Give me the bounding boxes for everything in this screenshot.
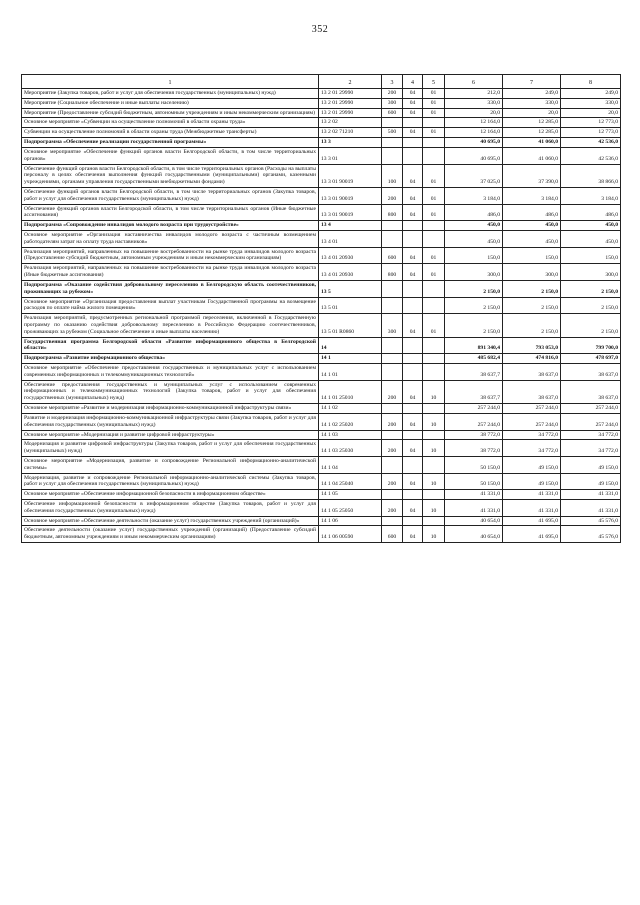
table-row bbox=[22, 147, 621, 164]
row-section bbox=[403, 516, 423, 526]
row-amount-col7: 12 285,0 bbox=[503, 118, 561, 128]
row-expense-type bbox=[382, 231, 403, 248]
row-expense-type: 200 bbox=[382, 380, 403, 403]
row-code: 14 1 05 25050 bbox=[319, 500, 382, 517]
row-name: Подпрограмма «Обеспечение реализации государственной программы» bbox=[22, 138, 319, 148]
row-subsection: 01 bbox=[423, 89, 445, 99]
header-col-2: 2 bbox=[319, 75, 382, 89]
table-row bbox=[22, 337, 621, 354]
row-amount-col7: 249,0 bbox=[503, 89, 561, 99]
row-expense-type bbox=[382, 456, 403, 473]
row-subsection: 01 bbox=[423, 164, 445, 187]
row-expense-type bbox=[382, 337, 403, 354]
row-amount-col8: 45 576,0 bbox=[561, 516, 621, 526]
row-amount-col8: 12 773,0 bbox=[561, 118, 621, 128]
row-section bbox=[403, 354, 423, 364]
row-amount-col7: 38 637,0 bbox=[503, 380, 561, 403]
row-name: Основное мероприятие «Обеспечение функций органов власти Белгородской области, в том числе территориальных органов» bbox=[22, 147, 319, 164]
table-row bbox=[22, 456, 621, 473]
table-row bbox=[22, 490, 621, 500]
row-section bbox=[403, 280, 423, 297]
table-row bbox=[22, 231, 621, 248]
row-section: 04 bbox=[403, 128, 423, 138]
row-name: Мероприятие (Закупка товаров, работ и услуг для обеспечения государственных (муниципальных) нужд) bbox=[22, 89, 319, 99]
table-row bbox=[22, 108, 621, 118]
row-name: Подпрограмма «Развитие информационного общества» bbox=[22, 354, 319, 364]
row-name: Обеспечение функций органов власти Белгородской области, в том числе территориальных органов (Расходы на выплаты персоналу в целях обеспечения выполнения функций государственными (муниципальными) органами, казенными учреждениями, органами управления государственными внебюджетными фондами) bbox=[22, 164, 319, 187]
row-amount-col8: 257 244,0 bbox=[561, 413, 621, 430]
row-name: Государственная программа Белгородской области «Развитие информационного общества в Белгородской области» bbox=[22, 337, 319, 354]
row-name: Мероприятие (Предоставление субсидий бюджетным, автономным учреждениям и иным некоммерческим организациям) bbox=[22, 108, 319, 118]
row-expense-type bbox=[382, 404, 403, 414]
row-amount-col7: 793 053,0 bbox=[503, 337, 561, 354]
row-amount-col7: 257 244,0 bbox=[503, 404, 561, 414]
table-row bbox=[22, 247, 621, 264]
row-amount-col8: 49 150,0 bbox=[561, 473, 621, 490]
row-amount-col7: 41 695,0 bbox=[503, 516, 561, 526]
row-amount-col7: 2 150,0 bbox=[503, 297, 561, 314]
row-amount-col6: 38 637,7 bbox=[445, 364, 503, 381]
row-amount-col7: 3 184,0 bbox=[503, 187, 561, 204]
row-code: 13 4 01 bbox=[319, 231, 382, 248]
row-amount-col6: 2 150,0 bbox=[445, 314, 503, 337]
row-section: 04 bbox=[403, 247, 423, 264]
row-expense-type bbox=[382, 280, 403, 297]
row-subsection: 10 bbox=[423, 413, 445, 430]
row-subsection bbox=[423, 490, 445, 500]
row-amount-col8: 41 331,0 bbox=[561, 490, 621, 500]
row-amount-col8: 2 150,0 bbox=[561, 314, 621, 337]
table-row bbox=[22, 404, 621, 414]
row-amount-col8: 150,0 bbox=[561, 247, 621, 264]
row-code: 14 1 04 25040 bbox=[319, 473, 382, 490]
row-amount-col7: 38 637,0 bbox=[503, 364, 561, 381]
row-section bbox=[403, 221, 423, 231]
row-amount-col6: 50 150,0 bbox=[445, 456, 503, 473]
row-amount-col8: 3 184,0 bbox=[561, 187, 621, 204]
row-name: Основное мероприятие «Развитие и модернизация информационно-коммуникационной инфраструктуры связи» bbox=[22, 404, 319, 414]
row-amount-col7: 41 695,0 bbox=[503, 526, 561, 543]
row-code: 13 3 01 bbox=[319, 147, 382, 164]
row-section: 04 bbox=[403, 264, 423, 281]
row-name: Основное мероприятие «Модернизация, развитие и сопровождение Региональной информационно-аналитической системы» bbox=[22, 456, 319, 473]
row-expense-type: 200 bbox=[382, 187, 403, 204]
row-section: 04 bbox=[403, 413, 423, 430]
row-subsection bbox=[423, 364, 445, 381]
row-amount-col6: 40 695,0 bbox=[445, 138, 503, 148]
table-row bbox=[22, 440, 621, 457]
row-amount-col7: 20,0 bbox=[503, 108, 561, 118]
row-expense-type bbox=[382, 516, 403, 526]
row-amount-col6: 300,0 bbox=[445, 264, 503, 281]
row-name: Реализация мероприятий, направленных на повышение востребованности на рынке труда инвалидов молодого возраста (Иные бюджетные ассигнования) bbox=[22, 264, 319, 281]
row-code: 13 2 02 bbox=[319, 118, 382, 128]
row-expense-type bbox=[382, 297, 403, 314]
row-subsection bbox=[423, 138, 445, 148]
row-name: Основное мероприятие «Организация наставничества инвалидов молодого возраста с частичным возмещением работодателям затрат на оплату труда наставников» bbox=[22, 231, 319, 248]
row-code: 14 1 03 25030 bbox=[319, 440, 382, 457]
row-amount-col6: 38 637,7 bbox=[445, 380, 503, 403]
row-amount-col8: 34 772,0 bbox=[561, 430, 621, 440]
row-expense-type: 600 bbox=[382, 247, 403, 264]
row-code: 13 2 01 29990 bbox=[319, 108, 382, 118]
row-section bbox=[403, 147, 423, 164]
row-amount-col8: 41 331,0 bbox=[561, 500, 621, 517]
table-row bbox=[22, 413, 621, 430]
row-subsection bbox=[423, 430, 445, 440]
row-section: 04 bbox=[403, 164, 423, 187]
row-amount-col8: 20,0 bbox=[561, 108, 621, 118]
row-subsection: 01 bbox=[423, 187, 445, 204]
row-expense-type: 200 bbox=[382, 413, 403, 430]
row-name: Обеспечение функций органов власти Белгородской области, в том числе территориальных органов (Иные бюджетные ассигнования) bbox=[22, 204, 319, 221]
row-amount-col6: 3 184,0 bbox=[445, 187, 503, 204]
row-name: Основное мероприятие «Обеспечение информационной безопасности в информационном обществе» bbox=[22, 490, 319, 500]
row-subsection: 01 bbox=[423, 108, 445, 118]
row-code: 13 4 bbox=[319, 221, 382, 231]
row-code: 13 3 01 90019 bbox=[319, 204, 382, 221]
row-subsection bbox=[423, 354, 445, 364]
row-amount-col7: 450,0 bbox=[503, 231, 561, 248]
row-amount-col7: 49 150,0 bbox=[503, 473, 561, 490]
table-row bbox=[22, 430, 621, 440]
header-col-8: 8 bbox=[561, 75, 621, 89]
row-name: Реализация мероприятий, направленных на повышение востребованности на рынке труда инвалидов молодого возраста (Предоставление субсидий бюджетным, автономным учреждениям и иным некоммерческим организациям) bbox=[22, 247, 319, 264]
table-row bbox=[22, 138, 621, 148]
table-row bbox=[22, 89, 621, 99]
row-amount-col8: 2 150,0 bbox=[561, 280, 621, 297]
row-section bbox=[403, 404, 423, 414]
row-code: 13 3 01 90019 bbox=[319, 164, 382, 187]
row-subsection: 10 bbox=[423, 526, 445, 543]
row-subsection: 10 bbox=[423, 500, 445, 517]
row-section bbox=[403, 337, 423, 354]
row-amount-col8: 45 576,0 bbox=[561, 526, 621, 543]
row-amount-col7: 12 285,0 bbox=[503, 128, 561, 138]
row-subsection bbox=[423, 297, 445, 314]
row-subsection: 01 bbox=[423, 314, 445, 337]
row-amount-col7: 474 816,0 bbox=[503, 354, 561, 364]
row-name: Развитие и модернизация информационно-коммуникационной инфраструктуры связи (Закупка товаров, работ и услуг для обеспечения государственных (муниципальных) нужд) bbox=[22, 413, 319, 430]
row-section bbox=[403, 138, 423, 148]
row-amount-col6: 257 244,0 bbox=[445, 413, 503, 430]
row-amount-col7: 486,0 bbox=[503, 204, 561, 221]
row-amount-col6: 212,0 bbox=[445, 89, 503, 99]
row-expense-type: 800 bbox=[382, 204, 403, 221]
row-amount-col6: 12 164,0 bbox=[445, 118, 503, 128]
row-section bbox=[403, 430, 423, 440]
row-expense-type: 600 bbox=[382, 526, 403, 543]
row-expense-type bbox=[382, 118, 403, 128]
row-amount-col6: 40 654,0 bbox=[445, 516, 503, 526]
row-expense-type bbox=[382, 490, 403, 500]
row-code: 14 1 03 bbox=[319, 430, 382, 440]
row-name: Субвенции на осуществление полномочий в области охраны труда (Межбюджетные трансферты) bbox=[22, 128, 319, 138]
row-code: 13 4 01 20930 bbox=[319, 264, 382, 281]
row-amount-col7: 300,0 bbox=[503, 264, 561, 281]
table-row bbox=[22, 516, 621, 526]
row-code: 13 5 01 bbox=[319, 297, 382, 314]
row-expense-type: 200 bbox=[382, 89, 403, 99]
row-expense-type: 200 bbox=[382, 500, 403, 517]
row-name: Обеспечение предоставления государственных и муниципальных услуг с использованием современных информационных и телекоммуникационных технологий (Закупка товаров, работ и услуг для обеспечения государственных (муниципальных) нужд) bbox=[22, 380, 319, 403]
row-subsection: 01 bbox=[423, 247, 445, 264]
row-section: 04 bbox=[403, 473, 423, 490]
row-amount-col7: 34 772,0 bbox=[503, 440, 561, 457]
row-amount-col8: 450,0 bbox=[561, 221, 621, 231]
row-amount-col8: 330,0 bbox=[561, 98, 621, 108]
row-amount-col7: 2 150,0 bbox=[503, 314, 561, 337]
row-amount-col8: 38 637,0 bbox=[561, 364, 621, 381]
row-amount-col6: 40 695,0 bbox=[445, 147, 503, 164]
row-name: Основное мероприятие «Модернизация и развитие цифровой инфраструктуры» bbox=[22, 430, 319, 440]
row-section bbox=[403, 364, 423, 381]
row-amount-col6: 485 682,4 bbox=[445, 354, 503, 364]
row-amount-col6: 38 772,0 bbox=[445, 440, 503, 457]
row-amount-col7: 41 060,0 bbox=[503, 138, 561, 148]
row-section bbox=[403, 231, 423, 248]
row-name: Обеспечение деятельности (оказание услуг) государственных учреждений (организаций) (Предоставление субсидий бюджетным, автономным учреждениям и иным некоммерческим организациям) bbox=[22, 526, 319, 543]
row-name: Основное мероприятие «Обеспечение предоставления государственных и муниципальных услуг с использованием современных информационных и телекоммуникационных технологий» bbox=[22, 364, 319, 381]
row-section bbox=[403, 456, 423, 473]
row-name: Основное мероприятие «Обеспечение деятельности (оказание услуг) государственных учреждений (организаций)» bbox=[22, 516, 319, 526]
row-amount-col8: 257 244,0 bbox=[561, 404, 621, 414]
header-col-4: 4 bbox=[403, 75, 423, 89]
row-code: 13 5 01 R0860 bbox=[319, 314, 382, 337]
row-code: 14 1 02 bbox=[319, 404, 382, 414]
row-code: 13 5 bbox=[319, 280, 382, 297]
row-expense-type bbox=[382, 430, 403, 440]
row-subsection: 01 bbox=[423, 98, 445, 108]
row-subsection bbox=[423, 456, 445, 473]
row-subsection bbox=[423, 280, 445, 297]
row-expense-type: 100 bbox=[382, 164, 403, 187]
row-amount-col8: 49 150,0 bbox=[561, 456, 621, 473]
row-amount-col8: 300,0 bbox=[561, 264, 621, 281]
row-amount-col8: 450,0 bbox=[561, 231, 621, 248]
header-col-1: 1 bbox=[22, 75, 319, 89]
table-row bbox=[22, 314, 621, 337]
table-row bbox=[22, 118, 621, 128]
row-amount-col8: 34 772,0 bbox=[561, 440, 621, 457]
row-amount-col7: 34 772,0 bbox=[503, 430, 561, 440]
row-amount-col7: 450,0 bbox=[503, 221, 561, 231]
row-expense-type bbox=[382, 354, 403, 364]
page-number: 352 bbox=[311, 24, 329, 35]
row-amount-col7: 49 150,0 bbox=[503, 456, 561, 473]
row-subsection bbox=[423, 221, 445, 231]
row-amount-col6: 40 654,0 bbox=[445, 526, 503, 543]
row-subsection bbox=[423, 118, 445, 128]
row-amount-col6: 12 164,0 bbox=[445, 128, 503, 138]
table-row bbox=[22, 164, 621, 187]
table-row bbox=[22, 380, 621, 403]
table-row bbox=[22, 221, 621, 231]
row-amount-col8: 42 536,0 bbox=[561, 147, 621, 164]
row-name: Обеспечение информационной безопасности в информационном обществе (Закупка товаров, работ и услуг для обеспечения государственных (муниципальных) нужд) bbox=[22, 500, 319, 517]
row-expense-type bbox=[382, 364, 403, 381]
row-section: 04 bbox=[403, 314, 423, 337]
row-amount-col6: 891 340,4 bbox=[445, 337, 503, 354]
table-row bbox=[22, 280, 621, 297]
row-section: 04 bbox=[403, 526, 423, 543]
row-section bbox=[403, 297, 423, 314]
header-col-5: 5 bbox=[423, 75, 445, 89]
row-amount-col8: 42 536,0 bbox=[561, 138, 621, 148]
row-amount-col6: 38 772,0 bbox=[445, 430, 503, 440]
row-amount-col6: 330,0 bbox=[445, 98, 503, 108]
row-expense-type bbox=[382, 221, 403, 231]
row-amount-col8: 486,0 bbox=[561, 204, 621, 221]
row-expense-type: 300 bbox=[382, 314, 403, 337]
row-expense-type: 500 bbox=[382, 128, 403, 138]
table-row bbox=[22, 98, 621, 108]
row-amount-col6: 41 331,0 bbox=[445, 500, 503, 517]
header-row bbox=[22, 75, 621, 89]
row-amount-col8: 38 866,0 bbox=[561, 164, 621, 187]
row-subsection: 01 bbox=[423, 264, 445, 281]
table-row bbox=[22, 500, 621, 517]
header-col-7: 7 bbox=[503, 75, 561, 89]
row-section: 04 bbox=[403, 187, 423, 204]
row-section: 04 bbox=[403, 440, 423, 457]
row-code: 14 1 06 bbox=[319, 516, 382, 526]
row-code: 13 2 01 29990 bbox=[319, 98, 382, 108]
row-code: 13 3 01 90019 bbox=[319, 187, 382, 204]
row-amount-col7: 150,0 bbox=[503, 247, 561, 264]
row-amount-col7: 2 150,0 bbox=[503, 280, 561, 297]
row-name: Реализация мероприятий, предусмотренных региональной программой переселения, включенной в Государственную программу по оказанию содействия добровольному переселению в Российскую Федерацию соотечественников, проживающих за рубежом (Социальное обеспечение и иные выплаты населению) bbox=[22, 314, 319, 337]
table-row bbox=[22, 187, 621, 204]
row-amount-col6: 50 150,0 bbox=[445, 473, 503, 490]
row-amount-col7: 330,0 bbox=[503, 98, 561, 108]
row-subsection: 10 bbox=[423, 380, 445, 403]
row-amount-col8: 2 150,0 bbox=[561, 297, 621, 314]
table-row bbox=[22, 354, 621, 364]
row-amount-col6: 41 331,0 bbox=[445, 490, 503, 500]
row-expense-type: 800 bbox=[382, 264, 403, 281]
budget-table bbox=[21, 74, 621, 543]
row-expense-type bbox=[382, 147, 403, 164]
row-code: 14 1 02 25020 bbox=[319, 413, 382, 430]
table-row bbox=[22, 297, 621, 314]
row-amount-col7: 37 390,0 bbox=[503, 164, 561, 187]
table-row bbox=[22, 473, 621, 490]
row-code: 13 4 01 20930 bbox=[319, 247, 382, 264]
row-code: 13 3 bbox=[319, 138, 382, 148]
row-amount-col6: 486,0 bbox=[445, 204, 503, 221]
row-section: 04 bbox=[403, 98, 423, 108]
table-row bbox=[22, 364, 621, 381]
row-code: 14 1 06 00590 bbox=[319, 526, 382, 543]
table-row bbox=[22, 204, 621, 221]
row-amount-col8: 12 773,0 bbox=[561, 128, 621, 138]
row-code: 13 2 02 71210 bbox=[319, 128, 382, 138]
row-amount-col7: 257 244,0 bbox=[503, 413, 561, 430]
row-name: Обеспечение функций органов власти Белгородской области, в том числе территориальных органов (Закупка товаров, работ и услуг для обеспечения государственных (муниципальных) нужд) bbox=[22, 187, 319, 204]
row-expense-type bbox=[382, 138, 403, 148]
row-subsection: 10 bbox=[423, 473, 445, 490]
row-code: 14 bbox=[319, 337, 382, 354]
row-name: Основное мероприятие «Организация предоставления выплат участникам Государственной программы на возмещение расходов по оплате найма жилого помещения» bbox=[22, 297, 319, 314]
row-amount-col6: 450,0 bbox=[445, 221, 503, 231]
row-amount-col6: 2 150,0 bbox=[445, 280, 503, 297]
row-name: Модернизация и развитие цифровой инфраструктуры (Закупка товаров, работ и услуг для обеспечения государственных (муниципальных) нужд) bbox=[22, 440, 319, 457]
row-name: Подпрограмма «Сопровождение инвалидов молодого возраста при трудоустройстве» bbox=[22, 221, 319, 231]
row-amount-col7: 41 331,0 bbox=[503, 500, 561, 517]
row-amount-col8: 799 700,0 bbox=[561, 337, 621, 354]
row-name: Основное мероприятие «Субвенции на осуществление полномочий в области охраны труда» bbox=[22, 118, 319, 128]
row-code: 13 2 01 29990 bbox=[319, 89, 382, 99]
table-row bbox=[22, 526, 621, 543]
header-col-6: 6 bbox=[445, 75, 503, 89]
row-section: 04 bbox=[403, 204, 423, 221]
row-amount-col7: 41 331,0 bbox=[503, 490, 561, 500]
row-amount-col6: 20,0 bbox=[445, 108, 503, 118]
row-amount-col6: 150,0 bbox=[445, 247, 503, 264]
row-amount-col6: 257 244,0 bbox=[445, 404, 503, 414]
row-subsection bbox=[423, 404, 445, 414]
row-amount-col8: 38 637,0 bbox=[561, 380, 621, 403]
row-code: 14 1 05 bbox=[319, 490, 382, 500]
row-section: 04 bbox=[403, 380, 423, 403]
row-amount-col6: 2 150,0 bbox=[445, 297, 503, 314]
row-code: 14 1 01 bbox=[319, 364, 382, 381]
row-name: Подпрограмма «Оказание содействия добровольному переселению в Белгородскую область соотечественников, проживающих за рубежом» bbox=[22, 280, 319, 297]
row-subsection bbox=[423, 337, 445, 354]
row-name: Модернизация, развитие и сопровождение Региональной информационно-аналитической системы (Закупка товаров, работ и услуг для обеспечения государственных (муниципальных) нужд) bbox=[22, 473, 319, 490]
row-amount-col7: 41 060,0 bbox=[503, 147, 561, 164]
row-expense-type: 200 bbox=[382, 440, 403, 457]
row-expense-type: 300 bbox=[382, 98, 403, 108]
row-subsection: 01 bbox=[423, 128, 445, 138]
row-section bbox=[403, 118, 423, 128]
row-subsection: 10 bbox=[423, 440, 445, 457]
row-name: Мероприятие (Социальное обеспечение и иные выплаты населению) bbox=[22, 98, 319, 108]
table-row bbox=[22, 128, 621, 138]
row-subsection bbox=[423, 516, 445, 526]
row-amount-col8: 478 697,0 bbox=[561, 354, 621, 364]
row-section: 04 bbox=[403, 89, 423, 99]
header-col-3: 3 bbox=[382, 75, 403, 89]
row-section: 04 bbox=[403, 108, 423, 118]
row-subsection bbox=[423, 231, 445, 248]
row-amount-col6: 37 025,0 bbox=[445, 164, 503, 187]
row-expense-type: 200 bbox=[382, 473, 403, 490]
row-section bbox=[403, 490, 423, 500]
row-amount-col6: 450,0 bbox=[445, 231, 503, 248]
table-row bbox=[22, 264, 621, 281]
row-code: 14 1 bbox=[319, 354, 382, 364]
row-expense-type: 600 bbox=[382, 108, 403, 118]
row-subsection: 01 bbox=[423, 204, 445, 221]
row-section: 04 bbox=[403, 500, 423, 517]
row-subsection bbox=[423, 147, 445, 164]
row-code: 14 1 04 bbox=[319, 456, 382, 473]
row-amount-col8: 249,0 bbox=[561, 89, 621, 99]
row-code: 14 1 01 25010 bbox=[319, 380, 382, 403]
